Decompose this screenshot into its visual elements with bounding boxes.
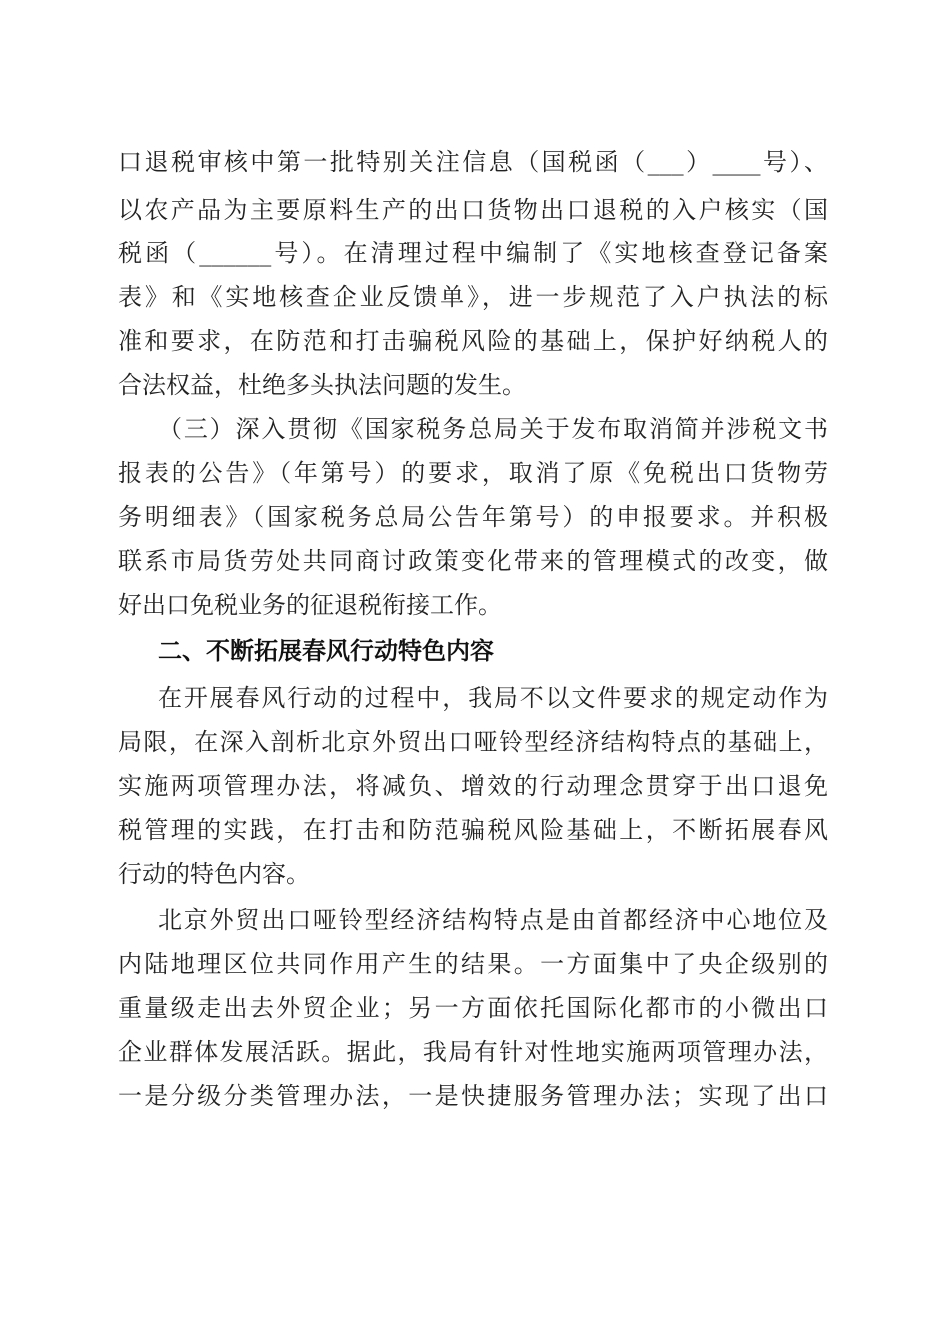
paragraph-3-line-4: 税管理的实践，在打击和防范骗税风险基础上，不断拓展春风 [118, 816, 828, 844]
paragraph-3-line-5: 行动的特色内容。 [118, 860, 310, 888]
paragraph-4-line-5: 一是分级分类管理办法，一是快捷服务管理办法；实现了出口 [118, 1082, 828, 1110]
paragraph-1-line-1: 口退税审核中第一批特别关注信息（国税函（___）____号）、 [118, 148, 828, 176]
paragraph-1-line-2: 以农产品为主要原料生产的出口货物出口退税的入户核实（国 [118, 196, 828, 224]
paragraph-2-line-3: 务明细表》（国家税务总局公告年第号）的申报要求。并积极 [118, 503, 828, 531]
paragraph-3-line-3: 实施两项管理办法，将减负、增效的行动理念贯穿于出口退免 [118, 772, 828, 800]
paragraph-4-line-4: 企业群体发展活跃。据此，我局有针对性地实施两项管理办法， [118, 1038, 828, 1066]
paragraph-2-line-5: 好出口免税业务的征退税衔接工作。 [118, 591, 502, 619]
paragraph-4-line-1: 北京外贸出口哑铃型经济结构特点是由首都经济中心地位及 [158, 906, 828, 934]
paragraph-4-line-2: 内陆地理区位共同作用产生的结果。一方面集中了央企级别的 [118, 950, 828, 978]
paragraph-2-line-2: 报表的公告》（年第号）的要求，取消了原《免税出口货物劳 [118, 459, 828, 487]
paragraph-3-line-1: 在开展春风行动的过程中，我局不以文件要求的规定动作为 [158, 684, 828, 712]
paragraph-1-line-3: 税函（______号）。在清理过程中编制了《实地核查登记备案 [118, 239, 828, 267]
paragraph-1-line-5: 准和要求，在防范和打击骗税风险的基础上，保护好纳税人的 [118, 327, 828, 355]
paragraph-2-line-4: 联系市局货劳处共同商讨政策变化带来的管理模式的改变，做 [118, 547, 828, 575]
paragraph-4-line-3: 重量级走出去外贸企业；另一方面依托国际化都市的小微出口 [118, 994, 828, 1022]
paragraph-1-line-4: 表》和《实地核查企业反馈单》，进一步规范了入户执法的标 [118, 283, 828, 311]
paragraph-1-line-6: 合法权益，杜绝多头执法问题的发生。 [118, 371, 526, 399]
paragraph-2-line-1: （三）深入贯彻《国家税务总局关于发布取消简并涉税文书 [158, 415, 828, 443]
paragraph-3-line-2: 局限，在深入剖析北京外贸出口哑铃型经济结构特点的基础上， [118, 728, 828, 756]
section-heading: 二、不断拓展春风行动特色内容 [158, 637, 494, 665]
